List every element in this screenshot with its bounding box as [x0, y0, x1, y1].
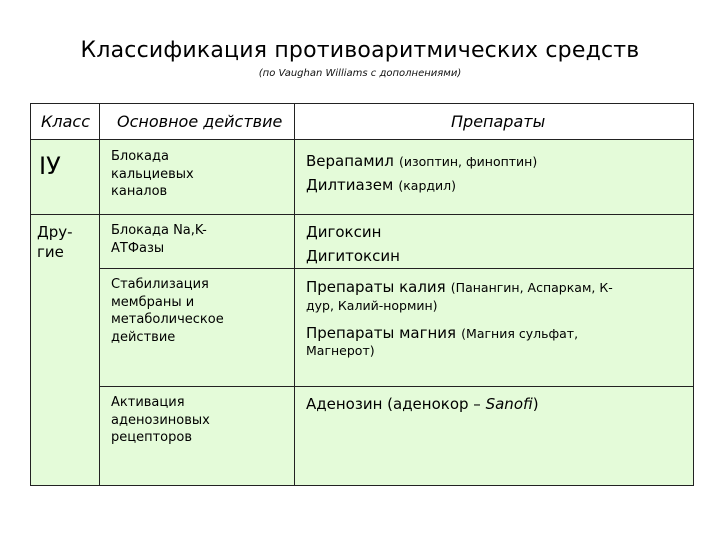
action-line: аденозиновых — [111, 412, 210, 428]
column-divider-2 — [294, 104, 295, 485]
header-class: Класс — [41, 112, 90, 131]
row-divider-1 — [31, 214, 693, 215]
drug-name: Верапамил — [306, 152, 394, 170]
classification-table — [30, 103, 694, 486]
page-subtitle: (по Vaughan Williams с дополнениями) — [258, 68, 462, 79]
drug-bracket: ) — [532, 395, 539, 413]
class-line: Дру- — [37, 223, 73, 241]
header-drugs: Препараты — [451, 112, 546, 131]
row1-drugs — [306, 150, 537, 196]
table-header-row — [31, 104, 693, 140]
drug-name: Дигоксин — [306, 223, 382, 241]
action-line: АТФазы — [111, 240, 165, 256]
drug-name: Дилтиазем — [306, 176, 394, 194]
row2-action — [111, 222, 207, 257]
action-line: метаболическое — [111, 312, 224, 328]
drug-brand: Sanofi — [485, 395, 533, 413]
class-line: гие — [37, 243, 64, 262]
row4-action — [111, 394, 210, 447]
row1-action — [111, 148, 194, 201]
row2-class — [37, 222, 73, 263]
drug-note: (кардил) — [398, 178, 457, 193]
drug-name: Препараты калия — [306, 278, 446, 296]
action-line: кальциевых — [111, 166, 194, 182]
drug-name: Аденозин (аденокор – — [306, 395, 481, 413]
action-line: Блокада — [111, 149, 169, 164]
action-line: Блокада Na,K- — [111, 223, 207, 238]
row2-drugs — [306, 222, 400, 266]
drug-note: дур, Калий-нормин) — [306, 297, 438, 313]
page-title: Классификация противоаритмических средств — [80, 38, 640, 63]
header-action: Основное действие — [117, 112, 283, 131]
action-line: действие — [111, 329, 176, 345]
drug-note: Магнерот) — [306, 343, 375, 359]
row3-action — [111, 276, 224, 346]
drug-name: Дигитоксин — [306, 247, 400, 265]
action-line: Активация — [111, 395, 185, 410]
row-divider-2 — [99, 268, 693, 269]
row-divider-3 — [99, 386, 693, 387]
drug-note: (Панангин, Аспаркам, К- — [450, 280, 613, 295]
column-divider-1 — [99, 104, 100, 485]
drug-name: Препараты магния — [306, 323, 457, 342]
row1-class: IУ — [39, 152, 61, 180]
row4-drugs — [306, 394, 539, 414]
row3-drugs — [306, 276, 686, 360]
drug-note: (изоптин, финоптин) — [398, 154, 538, 169]
action-line: рецепторов — [111, 430, 192, 446]
action-line: мембраны и — [111, 294, 195, 310]
action-line: каналов — [111, 184, 168, 200]
drug-note: (Магния сульфат, — [461, 325, 579, 341]
action-line: Стабилизация — [111, 277, 209, 292]
